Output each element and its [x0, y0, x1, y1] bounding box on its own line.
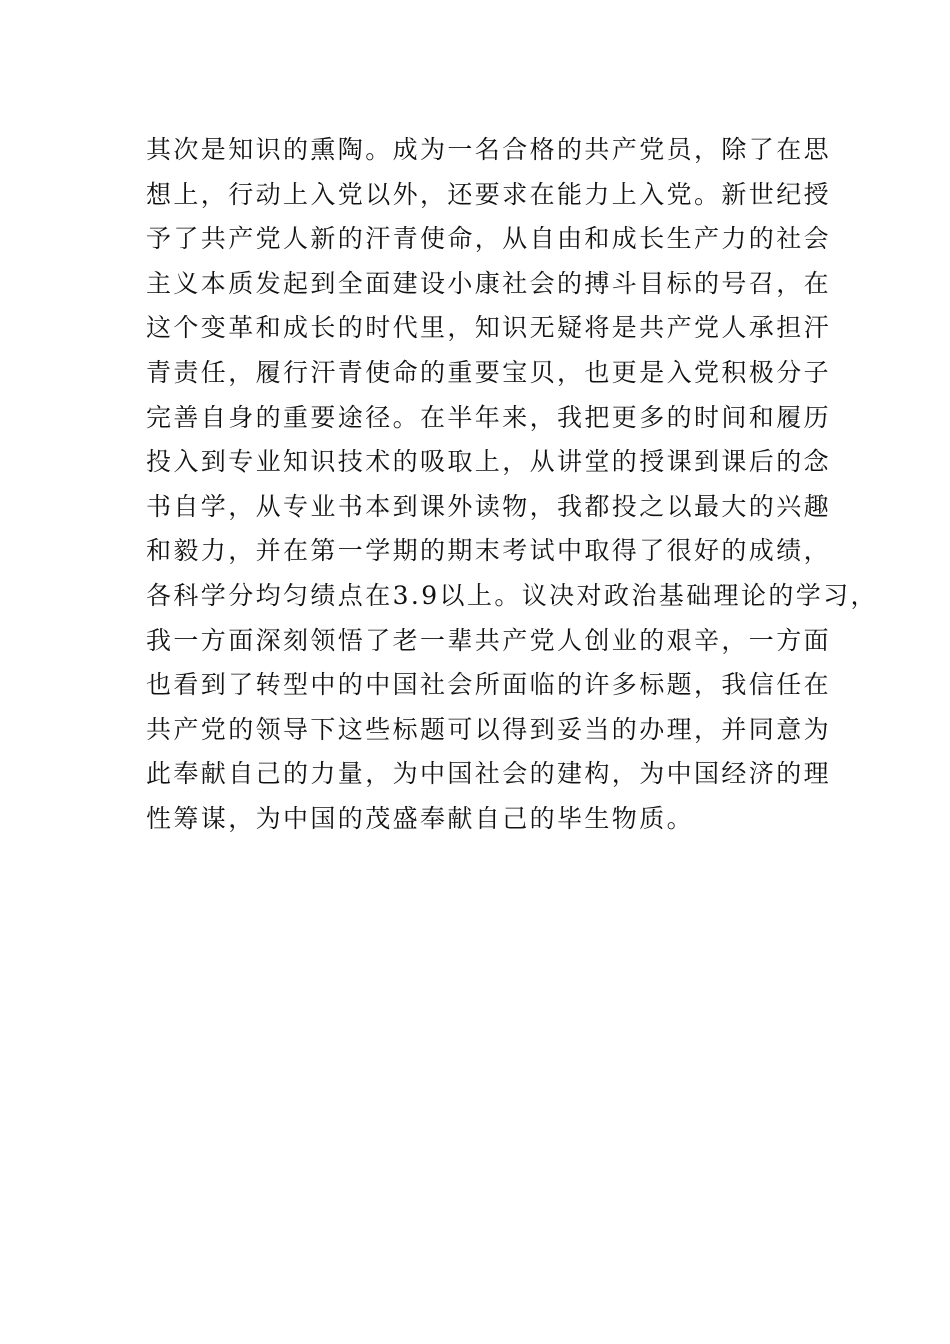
paragraph-line: 予了共产党人新的汗青使命，从自由和成长生产力的社会 [146, 224, 832, 254]
paragraph-line: 各科学分均匀绩点在3.9以上。议决对政治基础理论的学习， [146, 580, 878, 610]
paragraph-line: 共产党的领导下这些标题可以得到妥当的办理，并同意为 [146, 714, 832, 744]
paragraph-line: 主义本质发起到全面建设小康社会的搏斗目标的号召，在 [146, 268, 832, 298]
paragraph-line: 书自学，从专业书本到课外读物，我都投之以最大的兴趣 [146, 491, 832, 521]
paragraph-line: 投入到专业知识技术的吸取上，从讲堂的授课到课后的念 [146, 447, 832, 477]
body-paragraph [146, 128, 878, 842]
paragraph-line: 完善自身的重要途径。在半年来，我把更多的时间和履历 [146, 402, 832, 432]
paragraph-line: 其次是知识的熏陶。成为一名合格的共产党员，除了在思 [146, 135, 832, 164]
paragraph-line: 性筹谋，为中国的茂盛奉献自己的毕生物质。 [146, 803, 695, 833]
paragraph-line: 这个变革和成长的时代里，知识无疑将是共产党人承担汗 [146, 313, 832, 343]
paragraph-line: 也看到了转型中的中国社会所面临的许多标题，我信任在 [146, 670, 832, 700]
paragraph-line: 我一方面深刻领悟了老一辈共产党人创业的艰辛，一方面 [146, 625, 832, 655]
paragraph-line: 和毅力，并在第一学期的期末考试中取得了很好的成绩， [146, 536, 832, 566]
paragraph-line: 想上，行动上入党以外，还要求在能力上入党。新世纪授 [146, 179, 832, 209]
paragraph-line: 青责任，履行汗青使命的重要宝贝，也更是入党积极分子 [146, 357, 832, 387]
paragraph-line: 此奉献自己的力量，为中国社会的建构，为中国经济的理 [146, 759, 832, 789]
